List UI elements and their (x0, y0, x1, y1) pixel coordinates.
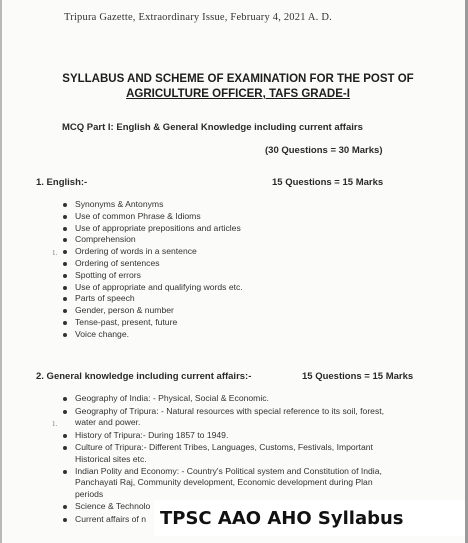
section-heading-gk: 2. General knowledge including current affairs:- (36, 371, 252, 382)
title-line-1: SYLLABUS AND SCHEME OF EXAMINATION FOR THE POST OF (62, 73, 414, 85)
caption-overlay (154, 500, 468, 536)
list-item: History of Tripura:- During 1857 to 1949. (62, 430, 392, 441)
list-item: Indian Polity and Economy: - Country's Political system and Constitution of India, Panchayati Raj, Community development, Economic development during Plan periods (62, 466, 392, 500)
list-item: Tense-past, present, future (62, 317, 243, 329)
list-item: Comprehension (62, 234, 243, 246)
list-item: Culture of Tripura:- Different Tribes, Languages, Customs, Festivals, Important Historical sites etc. (62, 442, 392, 464)
list-item: Ordering of sentences (62, 258, 243, 270)
list-item: Geography of India: - Physical, Social & Economic. (62, 393, 392, 404)
list-item: Science & Technolo (62, 501, 392, 512)
title-line-2: AGRICULTURE OFFICER, TAFS GRADE-I (126, 88, 350, 100)
english-topic-list (62, 199, 243, 341)
section-marks-english: 15 Questions = 15 Marks (272, 177, 384, 188)
list-item: Geography of Tripura: - Natural resources with special reference to its soil, forest, water and power. (62, 406, 392, 428)
section-marks-gk: 15 Questions = 15 Marks (302, 371, 414, 382)
list-item: Use of common Phrase & Idioms (62, 211, 243, 223)
list-item: Use of appropriate prepositions and articles (62, 223, 243, 235)
list-item: Use of appropriate and qualifying words etc. (62, 282, 243, 294)
list-item: Ordering of words in a sentence (62, 246, 243, 258)
list-item: Gender, person & number (62, 305, 243, 317)
list-item: Current affairs of n (62, 514, 392, 525)
list-item: Spotting of errors (62, 270, 243, 282)
margin-mark: 1. (52, 249, 58, 257)
total-marks: (30 Questions = 30 Marks) (265, 145, 383, 156)
list-item: Voice change. (62, 329, 243, 341)
overlay-caption: TPSC AAO AHO Syllabus (160, 507, 404, 529)
list-item: Parts of speech (62, 293, 243, 305)
list-item: Synonyms & Antonyms (62, 199, 243, 211)
document-title (38, 72, 438, 102)
margin-mark: 1. (52, 420, 58, 428)
mcq-heading: MCQ Part I: English & General Knowledge including current affairs (62, 122, 363, 133)
gazette-header: Tripura Gazette, Extraordinary Issue, February 4, 2021 A. D. (64, 12, 332, 23)
section-heading-english: 1. English:- (36, 177, 88, 188)
